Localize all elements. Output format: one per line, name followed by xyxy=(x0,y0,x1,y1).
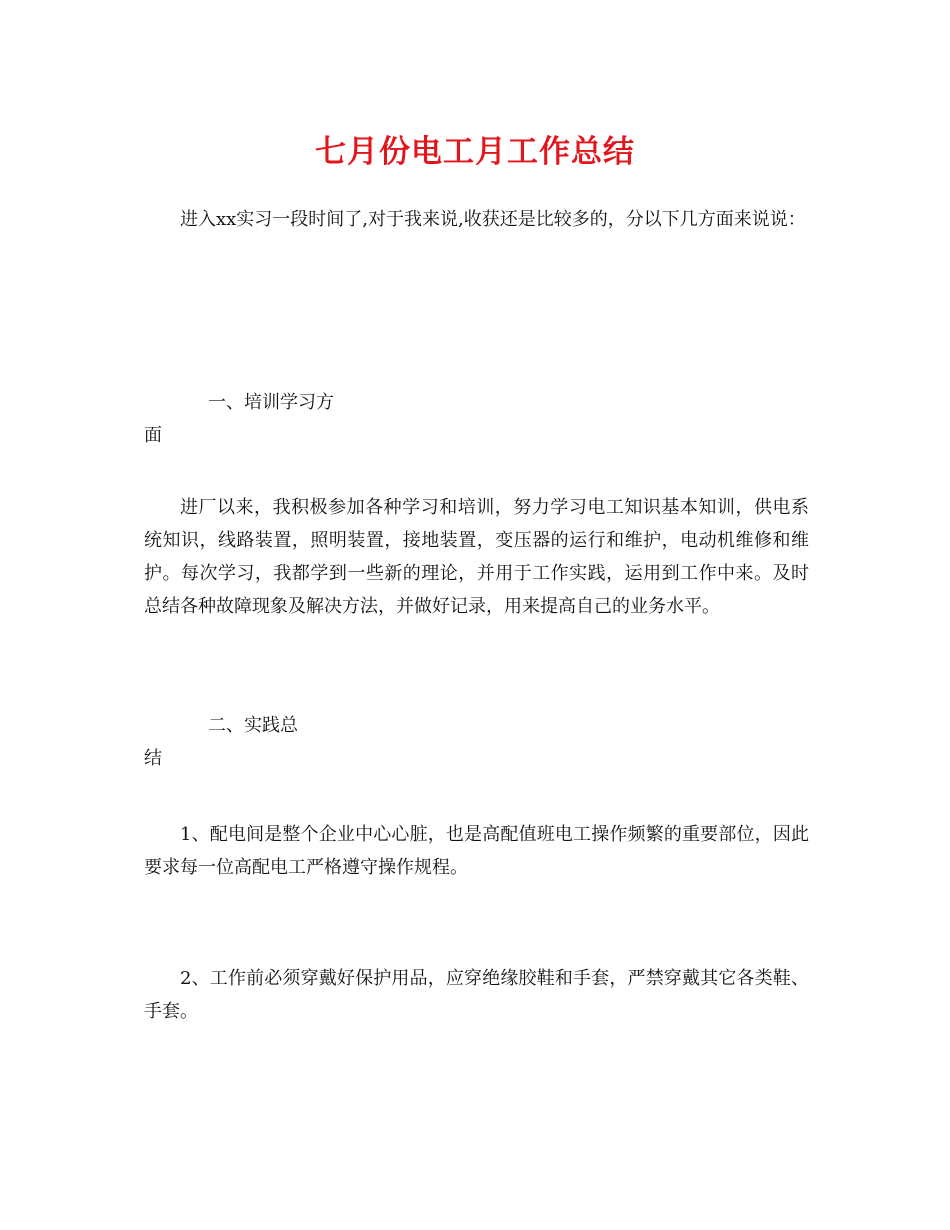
section1-heading-line1: 一、培训学习方 xyxy=(208,392,334,413)
section1-body: 进厂以来，我积极参加各种学习和培训，努力学习电工知识基本知训，供电系统知识，线路装置，照明装置，接地装置，变压器的运行和维护，电动机维修和维护。每次学习，我都学到一些新的理论，并用于工作实践，运用到工作中来。及时总结各种故障现象及解决方法，并做好记录，用来提高自己的业务水平。 xyxy=(144,497,809,617)
section2-item-1: 1、配电间是整个企业中心心脏，也是高配值班电工操作频繁的重要部位，因此要求每一位高配电工严格遵守操作规程。 xyxy=(144,824,809,878)
section2-heading xyxy=(144,709,298,775)
section2-heading-line2: 结 xyxy=(144,748,162,769)
section1-heading-line2: 面 xyxy=(144,425,162,446)
page-title: 七月份电工月工作总结 xyxy=(315,134,635,170)
intro-paragraph: 进入xx实习一段时间了,对于我来说,收获还是比较多的，分以下几方面来说说： xyxy=(180,209,806,230)
section2-item-2: 2、工作前必须穿戴好保护用品，应穿绝缘胶鞋和手套，严禁穿戴其它各类鞋、手套。 xyxy=(144,968,809,1022)
section2-heading-line1: 二、实践总 xyxy=(208,715,298,736)
section1-heading xyxy=(144,386,334,452)
